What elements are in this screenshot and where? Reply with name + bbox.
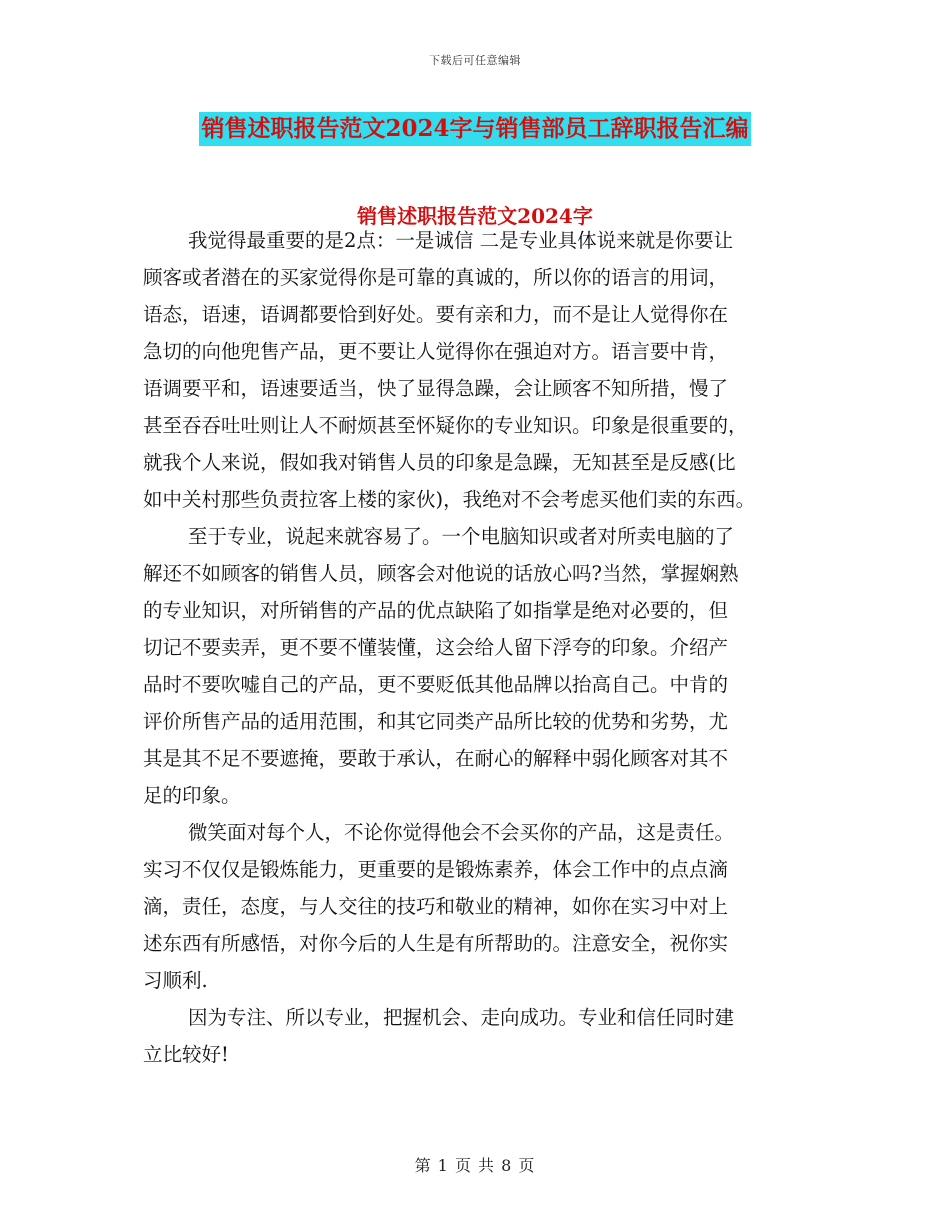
text-line: 顾客或者潜在的买家觉得你是可靠的真诚的，所以你的语言的用词， — [143, 266, 729, 289]
text-line: 滴，责任，态度，与人交往的技巧和敬业的精神，如你在实习中对上 — [143, 895, 729, 918]
text-line: 解还不如顾客的销售人员，顾客会对他说的话放心吗?当然，掌握娴熟 — [143, 562, 739, 585]
document-title: 销售述职报告范文2024字与销售部员工辞职报告汇编 — [199, 112, 750, 146]
text-line: 如中关村那些负责拉客上楼的家伙)，我绝对不会考虑买他们卖的东西。 — [143, 488, 756, 511]
text-line: 至于专业，说起来就容易了。一个电脑知识或者对所卖电脑的了 — [188, 525, 735, 548]
text-line: 急切的向他兜售产品，更不要让人觉得你在强迫对方。语言要中肯， — [143, 340, 729, 363]
paragraph — [143, 222, 823, 518]
text-line: 实习不仅仅是锻炼能力，更重要的是锻炼素养，体会工作中的点点滴 — [143, 858, 729, 881]
text-line: 微笑面对每个人，不论你觉得他会不会买你的产品，这是责任。 — [188, 821, 735, 844]
page-header: 下载后可任意编辑 — [429, 54, 521, 67]
text-line: 语态，语速，语调都要恰到好处。要有亲和力，而不是让人觉得你在 — [143, 303, 729, 326]
paragraph — [143, 814, 823, 999]
page-footer: 第 1 页 共 8 页 — [414, 1156, 536, 1175]
text-line: 甚至吞吞吐吐则让人不耐烦甚至怀疑你的专业知识。印象是很重要的， — [143, 414, 748, 437]
text-line: 习顺利. — [143, 969, 208, 992]
paragraph — [143, 999, 823, 1073]
text-line: 就我个人来说，假如我对销售人员的印象是急躁，无知甚至是反感(比 — [143, 451, 736, 474]
text-line: 因为专注、所以专业，把握机会、走向成功。专业和信任同时建 — [188, 1006, 735, 1029]
section-title: 销售述职报告范文2024字 — [357, 204, 593, 228]
text-line: 足的印象。 — [143, 784, 241, 807]
text-line: 语调要平和，语速要适当，快了显得急躁，会让顾客不知所措，慢了 — [143, 377, 729, 400]
text-line: 其是其不足不要遮掩，要敢于承认，在耐心的解释中弱化顾客对其不 — [143, 747, 729, 770]
text-line: 品时不要吹嘘自己的产品，更不要贬低其他品牌以抬高自己。中肯的 — [143, 673, 729, 696]
text-line: 述东西有所感悟，对你今后的人生是有所帮助的。注意安全，祝你实 — [143, 932, 729, 955]
text-line: 立比较好! — [143, 1043, 229, 1066]
body-text — [143, 222, 823, 1073]
paragraph — [143, 518, 823, 814]
text-line: 我觉得最重要的是2点：一是诚信 二是专业具体说来就是你要让 — [188, 229, 734, 252]
text-line: 的专业知识，对所销售的产品的优点缺陷了如指掌是绝对必要的，但 — [143, 599, 729, 622]
text-line: 评价所售产品的适用范围，和其它同类产品所比较的优势和劣势，尤 — [143, 710, 729, 733]
text-line: 切记不要卖弄，更不要不懂装懂，这会给人留下浮夸的印象。介绍产 — [143, 636, 729, 659]
document-title-container — [0, 112, 950, 146]
